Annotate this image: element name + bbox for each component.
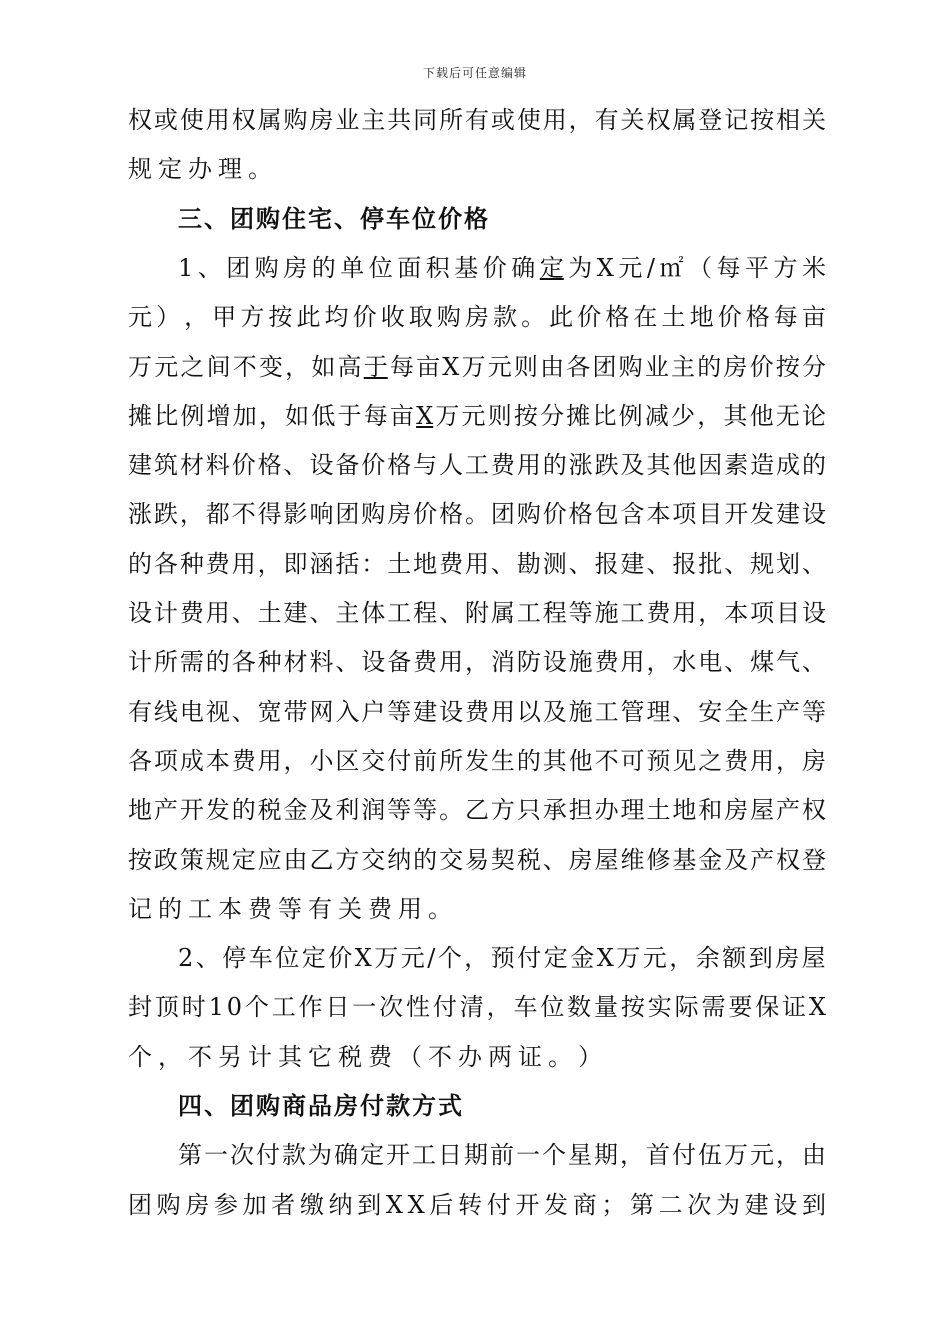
text-line: 地 产 开 发 的 税 金 及 利 润 等 等 。 乙 方 只 承 担 办 理 土 地 和 房 屋 产 权 <box>128 796 826 825</box>
text-line: 封 顶 时 1 0 个 工 作 日 一 次 性 付 清 ， 车 位 数 量 按 实 际 需 要 保 证 X <box>128 993 826 1022</box>
text-line: 设 计 费 用 、 土 建 、 主 体 工 程 、 附 属 工 程 等 施 工 费 用 ， 本 项 目 设 <box>128 599 826 627</box>
section-heading: 三 、 团 购 住 宅 、 停 车 位 价 格 <box>178 203 488 233</box>
text-line: 记 的 工 本 费 等 有 关 费 用 。 <box>128 894 452 923</box>
text-line: 个 ， 不 另 计 其 它 税 费 （ 不 办 两 证 。 ） <box>128 1042 602 1071</box>
section-heading: 四 、 团 购 商 品 房 付 款 方 式 <box>178 1091 462 1120</box>
text-line: 按 政 策 规 定 应 由 乙 方 交 纳 的 交 易 契 税 、 房 屋 维 修 基 金 及 产 权 登 <box>128 845 826 874</box>
text-line: 的 各 种 费 用 ， 即 涵 括 ： 土 地 费 用 、 勘 测 、 报 建 、 报 批 、 规 划 、 <box>128 549 826 578</box>
page-header: 下载后可任意编辑 <box>422 66 527 80</box>
text-line: 建 筑 材 料 价 格 、 设 备 价 格 与 人 工 费 用 的 涨 跌 及 其 他 因 素 造 成 的 <box>128 451 826 480</box>
text-line: 规 定 办 理 。 <box>128 155 272 184</box>
text-line: 1 、 团 购 房 的 单 位 面 积 基 价 确 定 为 X 元 / ㎡ （ 每 平 方 米 <box>178 253 826 282</box>
text-line: 有 线 电 视 、 宽 带 网 入 户 等 建 设 费 用 以 及 施 工 管 理 、 安 全 生 产 等 <box>128 697 826 726</box>
text-line: 第 一 次 付 款 为 确 定 开 工 日 期 前 一 个 星 期 ， 首 付 伍 万 元 ， 由 <box>178 1141 826 1170</box>
text-line: 2 、 停 车 位 定 价 X 万 元 / 个 ， 预 付 定 金 X 万 元 ， 余 额 到 房 屋 <box>178 944 826 973</box>
text-line: 元 ） ， 甲 方 按 此 均 价 收 取 购 房 款 。 此 价 格 在 土 地 价 格 每 亩 <box>128 303 826 332</box>
text-line: 各 项 成 本 费 用 ， 小 区 交 付 前 所 发 生 的 其 他 不 可 预 见 之 费 用 ， 房 <box>128 746 826 775</box>
text-line: 团 购 房 参 加 者 缴 纳 到 X X 后 转 付 开 发 商 ； 第 二 次 为 建 设 到 <box>128 1190 826 1219</box>
text-line: 权 或 使 用 权 属 购 房 业 主 共 同 所 有 或 使 用 ， 有 关 权 属 登 记 按 相 关 <box>128 106 826 134</box>
text-line: 涨 跌 ， 都 不 得 影 响 团 购 房 价 格 。 团 购 价 格 包 含 本 项 目 开 发 建 设 <box>128 500 826 529</box>
text-line: 摊 比 例 增 加 ， 如 低 于 每 亩 X 万 元 则 按 分 摊 比 例 减 少 ， 其 他 无 论 <box>128 401 826 430</box>
text-line: 万 元 之 间 不 变 ， 如 高 于 每 亩 X 万 元 则 由 各 团 购 业 主 的 房 价 按 分 <box>128 352 826 381</box>
text-line: 计 所 需 的 各 种 材 料 、 设 备 费 用 ， 消 防 设 施 费 用 ， 水 电 、 煤 气 、 <box>128 648 826 677</box>
